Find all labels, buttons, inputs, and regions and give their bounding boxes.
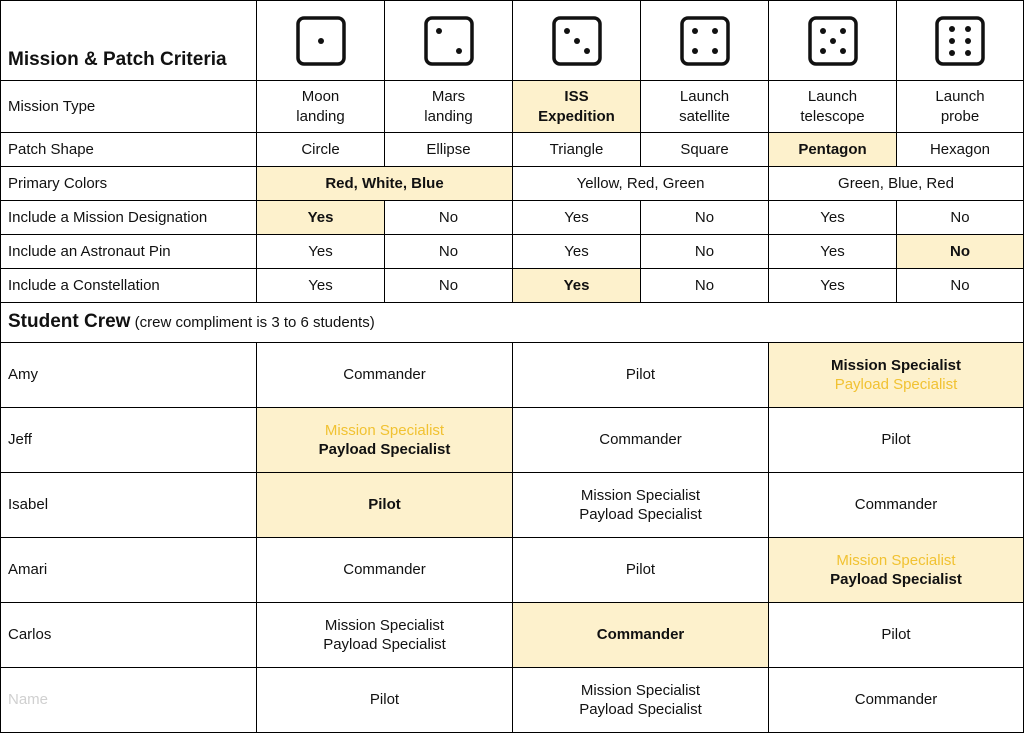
crew-role-cell: Mission Specialist Payload Specialist [513, 668, 769, 733]
crew-row [1, 603, 1024, 668]
crew-row [1, 473, 1024, 538]
crew-role-cell: Commander [257, 343, 513, 408]
astronaut-pin-cell: Yes [257, 235, 385, 269]
mission-type-cell: Moon landing [257, 81, 385, 133]
crew-role-cell: Commander [769, 473, 1024, 538]
crew-row [1, 343, 1024, 408]
crew-role-cell-selected: Mission Specialist Payload Specialist [257, 408, 513, 473]
crew-role-cell: Commander [513, 408, 769, 473]
row-label: Mission Type [1, 81, 257, 133]
constellation-cell: No [897, 269, 1024, 303]
astronaut-pin-cell: Yes [769, 235, 897, 269]
crew-role-cell: Pilot [769, 408, 1024, 473]
die-face-3-icon [513, 1, 641, 81]
patch-shape-cell: Hexagon [897, 133, 1024, 167]
mission-type-cell: Launch probe [897, 81, 1024, 133]
mission-type-cell: Launch telescope [769, 81, 897, 133]
astronaut-pin-cell: Yes [513, 235, 641, 269]
row-label: Include an Astronaut Pin [1, 235, 257, 269]
constellation-cell: Yes [769, 269, 897, 303]
patch-shape-cell: Square [641, 133, 769, 167]
die-face-1-icon [257, 1, 385, 81]
crew-role-cell-selected: Pilot [257, 473, 513, 538]
designation-cell: Yes [769, 201, 897, 235]
designation-cell: Yes [513, 201, 641, 235]
patch-shape-cell-selected: Pentagon [769, 133, 897, 167]
mission-type-row [1, 81, 1024, 133]
designation-cell: No [897, 201, 1024, 235]
crew-name: Isabel [1, 473, 257, 538]
crew-name: Carlos [1, 603, 257, 668]
row-label: Primary Colors [1, 167, 257, 201]
row-label: Include a Constellation [1, 269, 257, 303]
astronaut-pin-cell: No [385, 235, 513, 269]
astronaut-pin-row [1, 235, 1024, 269]
crew-role-cell: Pilot [257, 668, 513, 733]
patch-shape-cell: Ellipse [385, 133, 513, 167]
crew-row-empty [1, 668, 1024, 733]
die-face-4-icon [641, 1, 769, 81]
criteria-title: Mission & Patch Criteria [1, 1, 257, 81]
row-label: Patch Shape [1, 133, 257, 167]
mission-type-cell: Launch satellite [641, 81, 769, 133]
patch-shape-row [1, 133, 1024, 167]
crew-role-cell-selected: Commander [513, 603, 769, 668]
constellation-cell-selected: Yes [513, 269, 641, 303]
crew-header-row [1, 303, 1024, 343]
crew-role-cell: Commander [769, 668, 1024, 733]
designation-row [1, 201, 1024, 235]
astronaut-pin-cell-selected: No [897, 235, 1024, 269]
constellation-cell: No [385, 269, 513, 303]
designation-cell: No [385, 201, 513, 235]
primary-colors-cell: Green, Blue, Red [769, 167, 1024, 201]
crew-name: Jeff [1, 408, 257, 473]
constellation-row [1, 269, 1024, 303]
mission-type-cell-selected: ISS Expedition [513, 81, 641, 133]
crew-row [1, 538, 1024, 603]
primary-colors-row [1, 167, 1024, 201]
primary-colors-cell: Yellow, Red, Green [513, 167, 769, 201]
crew-role-cell-selected: Mission Specialist Payload Specialist [769, 343, 1024, 408]
crew-role-cell: Pilot [513, 343, 769, 408]
astronaut-pin-cell: No [641, 235, 769, 269]
designation-cell-selected: Yes [257, 201, 385, 235]
primary-colors-cell-selected: Red, White, Blue [257, 167, 513, 201]
crew-role-cell: Commander [257, 538, 513, 603]
crew-title: Student Crew [8, 311, 131, 333]
crew-role-cell: Pilot [769, 603, 1024, 668]
crew-role-cell-selected: Mission Specialist Payload Specialist [769, 538, 1024, 603]
crew-role-cell: Mission Specialist Payload Specialist [257, 603, 513, 668]
crew-role-cell: Mission Specialist Payload Specialist [513, 473, 769, 538]
crew-name-placeholder: Name [1, 668, 257, 733]
constellation-cell: Yes [257, 269, 385, 303]
row-label: Include a Mission Designation [1, 201, 257, 235]
patch-shape-cell: Circle [257, 133, 385, 167]
mission-type-cell: Mars landing [385, 81, 513, 133]
constellation-cell: No [641, 269, 769, 303]
crew-role-cell: Pilot [513, 538, 769, 603]
die-face-5-icon [769, 1, 897, 81]
patch-shape-cell: Triangle [513, 133, 641, 167]
crew-note: (crew compliment is 3 to 6 students) [134, 314, 375, 332]
die-face-2-icon [385, 1, 513, 81]
crew-name: Amy [1, 343, 257, 408]
crew-row [1, 408, 1024, 473]
crew-header [1, 303, 1024, 343]
crew-name: Amari [1, 538, 257, 603]
die-face-6-icon [897, 1, 1024, 81]
designation-cell: No [641, 201, 769, 235]
